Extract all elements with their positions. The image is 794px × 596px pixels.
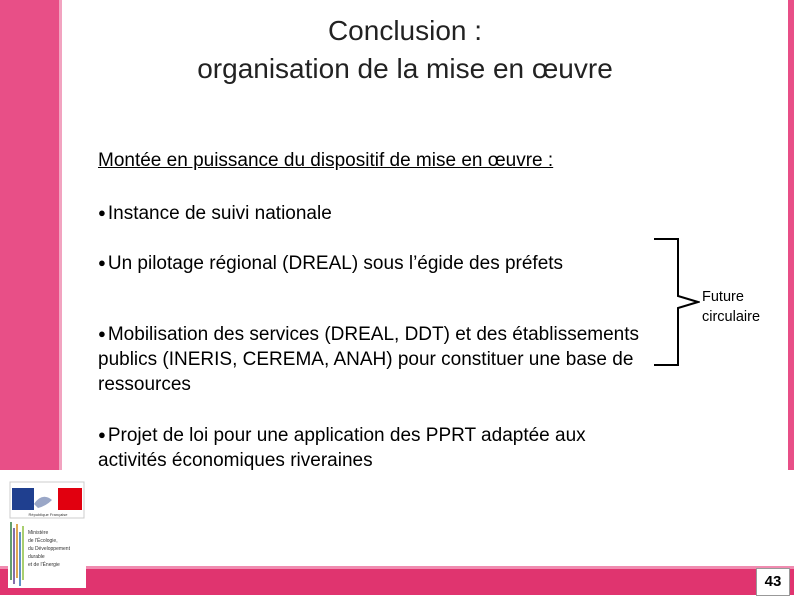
logo-ministry-line: durable	[28, 554, 45, 560]
bullet-item	[98, 422, 643, 473]
marianne-flag-icon	[8, 480, 86, 588]
ministry-logo	[8, 480, 86, 588]
logo-ministry-line: de l'Écologie,	[28, 538, 58, 544]
right-brace-icon	[652, 236, 700, 368]
bullet-item	[98, 250, 643, 276]
side-note-line2: circulaire	[702, 309, 761, 325]
bullet-item	[98, 321, 643, 397]
bullet-text: Un pilotage régional (DREAL) sous l’égide des préfets	[107, 253, 564, 274]
logo-ministry-line: et de l'Énergie	[28, 562, 60, 568]
page-number: 43	[756, 568, 790, 596]
bullet-text: Instance de suivi nationale	[107, 203, 332, 224]
bullet-item	[98, 200, 643, 226]
section-subtitle: Montée en puissance du dispositif de mise en œuvre :	[98, 150, 554, 171]
bullet-dot-icon: ●	[98, 205, 106, 220]
logo-republic-text: République Française	[28, 512, 68, 517]
bullet-dot-icon: ●	[98, 427, 106, 442]
bullet-dot-icon: ●	[98, 326, 106, 341]
right-decorative-strip	[788, 0, 794, 470]
bullet-text: Mobilisation des services (DREAL, DDT) et des établissements publics (INERIS, CEREMA, ANAH) pour constituer une base de ressources	[98, 324, 639, 395]
bottom-band	[0, 566, 794, 595]
logo-ministry-line: Ministère	[28, 530, 49, 536]
bullet-text: Projet de loi pour une application des PPRT adaptée aux activités économiques riveraines	[98, 425, 586, 471]
side-note	[702, 287, 792, 327]
bullet-dot-icon: ●	[98, 255, 106, 270]
slide-title	[100, 12, 710, 88]
side-note-line1: Future	[702, 289, 744, 305]
slide-title-line1: Conclusion :	[327, 15, 483, 46]
left-decorative-strip	[0, 0, 62, 470]
slide-title-line2: organisation de la mise en œuvre	[197, 53, 613, 84]
logo-ministry-line: du Développement	[28, 546, 70, 552]
